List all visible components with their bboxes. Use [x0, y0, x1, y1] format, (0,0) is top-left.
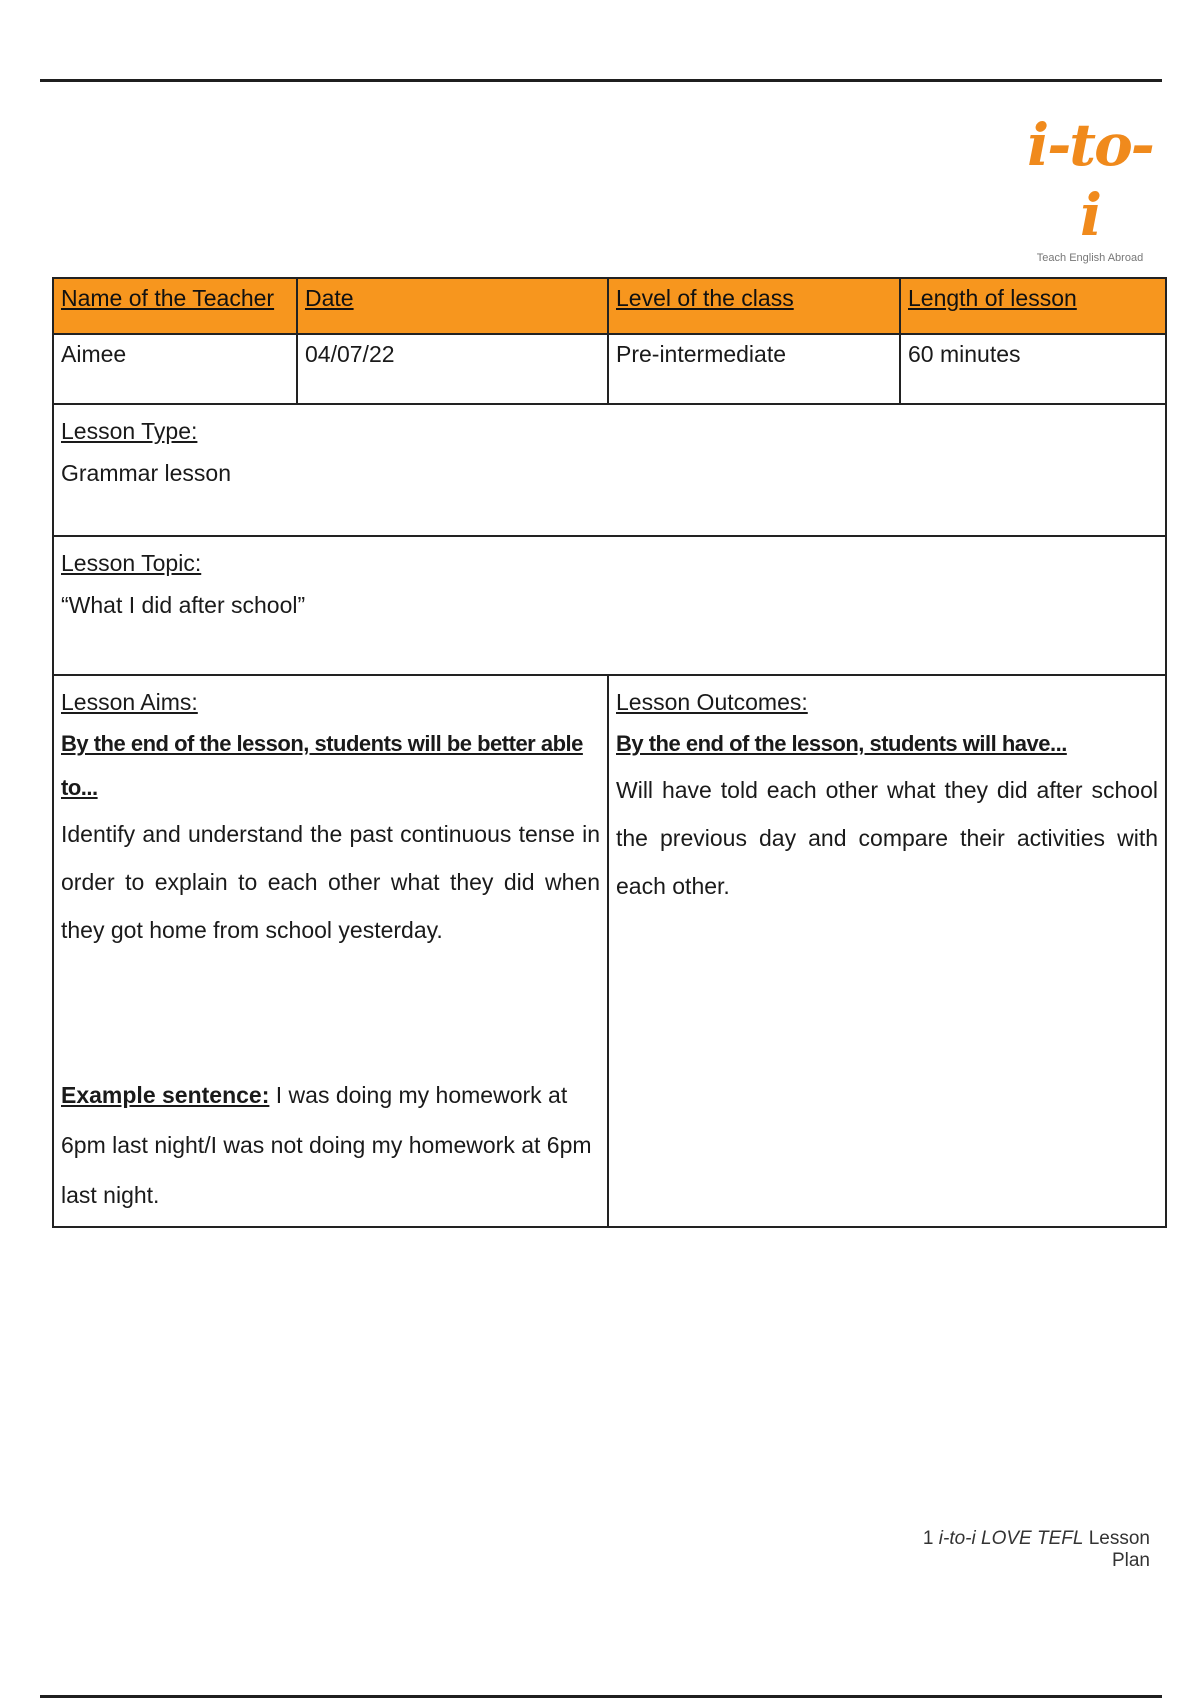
lesson-outcomes-label: Lesson Outcomes: [616, 689, 808, 715]
values-row [53, 334, 1166, 404]
lesson-outcomes-subheading: By the end of the lesson, students will have... [616, 731, 1067, 756]
header-label-date: Date [305, 285, 354, 311]
date-value: 04/07/22 [297, 334, 608, 404]
header-cell-length [900, 278, 1166, 334]
i-to-i-logo [1020, 110, 1160, 264]
lesson-aims-text: Identify and understand the past continuous tense in order to explain to each other what they did when they got home from school yesterday. [61, 821, 600, 943]
lesson-aims-subheading: By the end of the lesson, students will be better able to... [61, 731, 583, 800]
example-sentence-label: Example sentence: [61, 1082, 270, 1108]
logo-mark: i-to-i [1027, 111, 1153, 249]
level-value: Pre-intermediate [608, 334, 900, 404]
lesson-topic-cell [53, 536, 1166, 675]
footer-page-number: 1 [922, 1528, 934, 1549]
lesson-outcomes-text: Will have told each other what they did after school the previous day and compare their activities with each other. [616, 777, 1158, 899]
bottom-rule [40, 1695, 1162, 1698]
lesson-outcomes-cell [608, 675, 1166, 1227]
lesson-topic-value: “What I did after school” [61, 592, 306, 618]
header-cell-date [297, 278, 608, 334]
header-row [53, 278, 1166, 334]
header-cell-teacher [53, 278, 297, 334]
header-label-teacher: Name of the Teacher [61, 285, 275, 311]
example-sentence-text: I was doing my homework at 6pm last night/I was not doing my homework at 6pm last night. [61, 1082, 592, 1208]
lesson-plan-table [52, 277, 1167, 1228]
footer-brand: i-to-i LOVE TEFL [938, 1528, 1084, 1549]
example-sentence [61, 1070, 600, 1220]
lesson-aims-label: Lesson Aims: [61, 689, 198, 715]
lesson-type-label: Lesson Type: [61, 418, 198, 444]
lesson-type-cell [53, 404, 1166, 536]
lesson-aims-cell [53, 675, 608, 1227]
page-footer [900, 1528, 1150, 1572]
lesson-type-row [53, 404, 1166, 536]
top-rule [40, 79, 1162, 82]
logo-tagline: Teach English Abroad [1036, 252, 1144, 264]
length-value: 60 minutes [900, 334, 1166, 404]
teacher-value: Aimee [53, 334, 297, 404]
footer-doc-title: Lesson Plan [1088, 1528, 1150, 1571]
header-label-level: Level of the class [616, 285, 794, 311]
aims-outcomes-row [53, 675, 1166, 1227]
header-cell-level [608, 278, 900, 334]
lesson-type-value: Grammar lesson [61, 460, 231, 486]
lesson-topic-row [53, 536, 1166, 675]
lesson-topic-label: Lesson Topic: [61, 550, 202, 576]
header-label-length: Length of lesson [908, 285, 1077, 311]
